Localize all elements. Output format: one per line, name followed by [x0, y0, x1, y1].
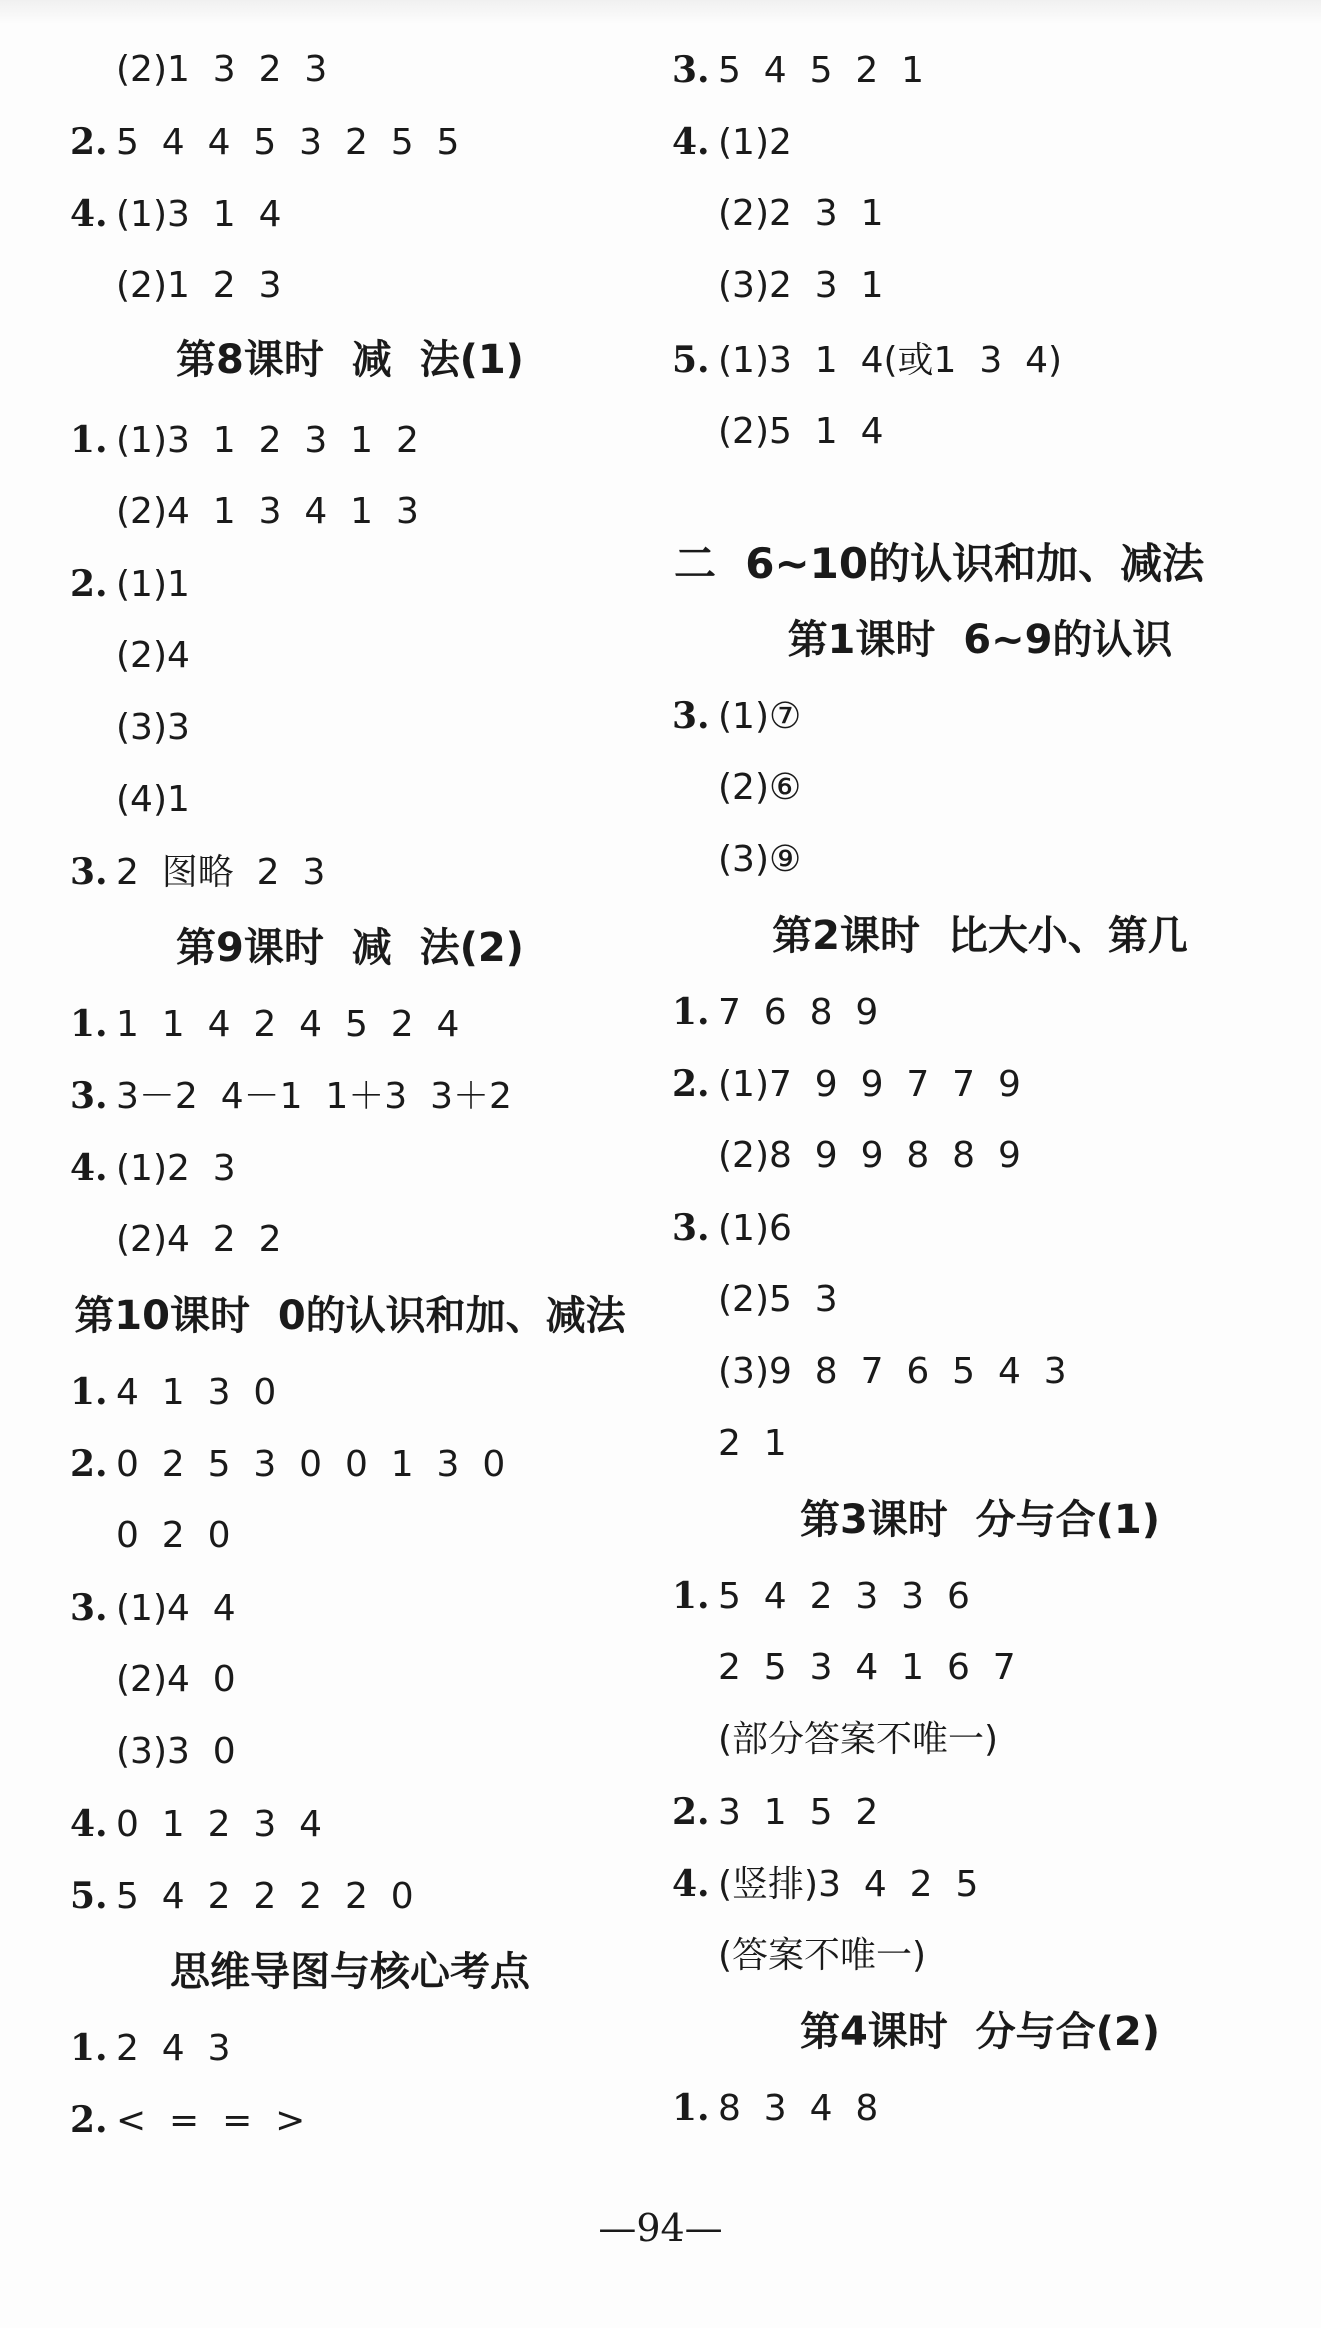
lesson-heading: 第4课时 分与合(2): [799, 2009, 1161, 2055]
answer-text: 3 1 5 2: [718, 1792, 879, 1833]
answer-line: [70, 1066, 512, 1126]
answer-line: [672, 184, 883, 244]
answer-line: [70, 1722, 236, 1782]
answer-line: [70, 112, 459, 172]
answer-line: [70, 770, 190, 830]
question-number: 1.: [70, 1371, 108, 1413]
question-number: 1.: [70, 1003, 108, 1045]
answer-text: 5 4 4 5 3 2 5 5: [116, 122, 460, 163]
answer-line: [70, 1506, 231, 1566]
answer-text: (竖排)3 4 2 5: [718, 1864, 979, 1905]
unit-heading: 二 6~10的认识和加、减法: [674, 539, 1205, 588]
answer-line: [70, 994, 459, 1054]
answer-text: (1)3 1 4(或1 3 4): [718, 340, 1063, 381]
answer-text: (1)4 4: [116, 1588, 236, 1629]
lesson-heading: 第3课时 分与合(1): [799, 1497, 1161, 1543]
answer-text: (1)⑦: [718, 696, 802, 737]
answer-line: [672, 1198, 792, 1258]
answer-text: 0 2 5 3 0 0 1 3 0: [116, 1444, 506, 1485]
lesson-heading: 第8课时 减 法(1): [176, 337, 524, 383]
answer-text: (3)9 8 7 6 5 4 3: [718, 1351, 1067, 1392]
lesson-heading: 思维导图与核心考点: [170, 1949, 530, 1995]
question-number: 3.: [70, 1587, 108, 1629]
answer-line: [672, 112, 792, 172]
question-number: 5.: [70, 1875, 108, 1917]
answer-line: [70, 410, 419, 470]
answer-text: (1)3 1 2 3 1 2: [116, 420, 419, 461]
question-number: 1.: [672, 2087, 710, 2129]
question-number: 2.: [70, 563, 108, 605]
question-number: 2.: [672, 1063, 710, 1105]
answer-text: (1)6: [718, 1208, 792, 1249]
answer-text: (1)7 9 9 7 7 9: [718, 1064, 1021, 1105]
answer-line: [70, 1794, 322, 1854]
answer-line: [672, 1342, 1067, 1402]
answer-line: [672, 1054, 1021, 1114]
answer-text: 0 2 0: [116, 1515, 231, 1556]
answer-line: [70, 1866, 414, 1926]
answer-line: [70, 1650, 236, 1710]
answer-line: [672, 1126, 1021, 1186]
question-number: 4.: [70, 193, 108, 235]
question-number: 5.: [672, 339, 710, 381]
answer-text: (2)5 1 4: [718, 411, 884, 452]
answer-line: [672, 758, 801, 818]
answer-line: [672, 1854, 978, 1914]
answer-line: [672, 1638, 1016, 1698]
answer-text: 2 4 3: [116, 2028, 231, 2069]
answer-text: 5 4 5 2 1: [718, 50, 925, 91]
answer-line: [70, 256, 281, 316]
question-number: 3.: [70, 851, 108, 893]
answer-line: [70, 554, 190, 614]
answer-text: 7 6 8 9: [718, 992, 879, 1033]
answer-text: (答案不唯一): [718, 1935, 927, 1976]
answer-text: (2)4: [116, 635, 190, 676]
answer-line: [70, 1434, 505, 1494]
answer-line: [70, 482, 419, 542]
answer-line: [70, 1578, 236, 1638]
answer-line: [672, 1926, 926, 1986]
answer-line: [672, 402, 883, 462]
answer-line: [672, 1710, 998, 1770]
answer-text: 3－2 4－1 1＋3 3＋2: [116, 1076, 512, 1117]
question-number: 1.: [672, 1575, 710, 1617]
question-number: 3.: [672, 49, 710, 91]
answer-text: 2 5 3 4 1 6 7: [718, 1647, 1016, 1688]
answer-text: (2)1 3 2 3: [116, 49, 328, 90]
question-number: 2.: [70, 2099, 108, 2141]
answer-text: (2)4 1 3 4 1 3: [116, 491, 419, 532]
answer-text: (2)2 3 1: [718, 193, 884, 234]
answer-line: [672, 40, 924, 100]
question-number: 4.: [70, 1147, 108, 1189]
answer-text: (3)2 3 1: [718, 265, 884, 306]
answer-text: (4)1: [116, 779, 190, 820]
answer-text: 2 图略 2 3: [116, 852, 326, 893]
answer-text: (3)⑨: [718, 839, 802, 880]
answer-line: [70, 2090, 305, 2150]
question-number: 3.: [672, 695, 710, 737]
answer-text: 8 3 4 8: [718, 2088, 879, 2129]
answer-line: [70, 184, 281, 244]
answer-line: [70, 842, 325, 902]
answer-text: (3)3: [116, 707, 190, 748]
answer-line: [672, 256, 883, 316]
answer-text: (2)8 9 9 8 8 9: [718, 1135, 1021, 1176]
answer-text: (2)5 3: [718, 1279, 838, 1320]
answer-line: [672, 830, 801, 890]
answer-text: 5 4 2 2 2 2 0: [116, 1876, 414, 1917]
lesson-heading: 第9课时 减 法(2): [176, 925, 524, 971]
question-number: 4.: [70, 1803, 108, 1845]
answer-text: (2)4 0: [116, 1659, 236, 1700]
question-number: 1.: [70, 419, 108, 461]
page-number: —94—: [598, 2206, 723, 2250]
answer-line: [672, 1414, 787, 1474]
lesson-heading: 第2课时 比大小、第几: [772, 913, 1188, 959]
answer-line: [70, 1210, 281, 1270]
answer-text: < = = >: [116, 2100, 306, 2141]
answer-line: [70, 698, 190, 758]
answer-line: [672, 1782, 878, 1842]
answer-line: [70, 1138, 236, 1198]
answer-text: (1)1: [116, 564, 190, 605]
answer-text: 1 1 4 2 4 5 2 4: [116, 1004, 460, 1045]
answer-text: (2)⑥: [718, 767, 802, 808]
answer-line: [672, 1566, 970, 1626]
question-number: 2.: [70, 1443, 108, 1485]
answer-line: [70, 626, 190, 686]
answer-text: (1)2 3: [116, 1148, 236, 1189]
lesson-heading: 第10课时 0的认识和加、减法: [74, 1293, 626, 1339]
question-number: 2.: [70, 121, 108, 163]
answer-text: (1)3 1 4: [116, 194, 282, 235]
question-number: 1.: [70, 2027, 108, 2069]
answer-line: [672, 1270, 838, 1330]
answer-line: [70, 1362, 276, 1422]
answer-text: (部分答案不唯一): [718, 1719, 999, 1760]
question-number: 4.: [672, 121, 710, 163]
answer-text: (2)4 2 2: [116, 1219, 282, 1260]
answer-line: [70, 2018, 231, 2078]
question-number: 3.: [70, 1075, 108, 1117]
lesson-heading: 第1课时 6~9的认识: [787, 617, 1173, 663]
answer-text: (2)1 2 3: [116, 265, 282, 306]
answer-line: [672, 982, 878, 1042]
answer-text: 4 1 3 0: [116, 1372, 277, 1413]
answer-text: (3)3 0: [116, 1731, 236, 1772]
question-number: 1.: [672, 991, 710, 1033]
answer-line: [70, 40, 327, 100]
answer-line: [672, 686, 801, 746]
answer-text: 2 1: [718, 1423, 787, 1464]
question-number: 3.: [672, 1207, 710, 1249]
answer-line: [672, 330, 1062, 390]
answer-text: (1)2: [718, 122, 792, 163]
question-number: 4.: [672, 1863, 710, 1905]
answer-text: 0 1 2 3 4: [116, 1804, 323, 1845]
answer-text: 5 4 2 3 3 6: [718, 1576, 970, 1617]
answer-line: [672, 2078, 878, 2138]
question-number: 2.: [672, 1791, 710, 1833]
